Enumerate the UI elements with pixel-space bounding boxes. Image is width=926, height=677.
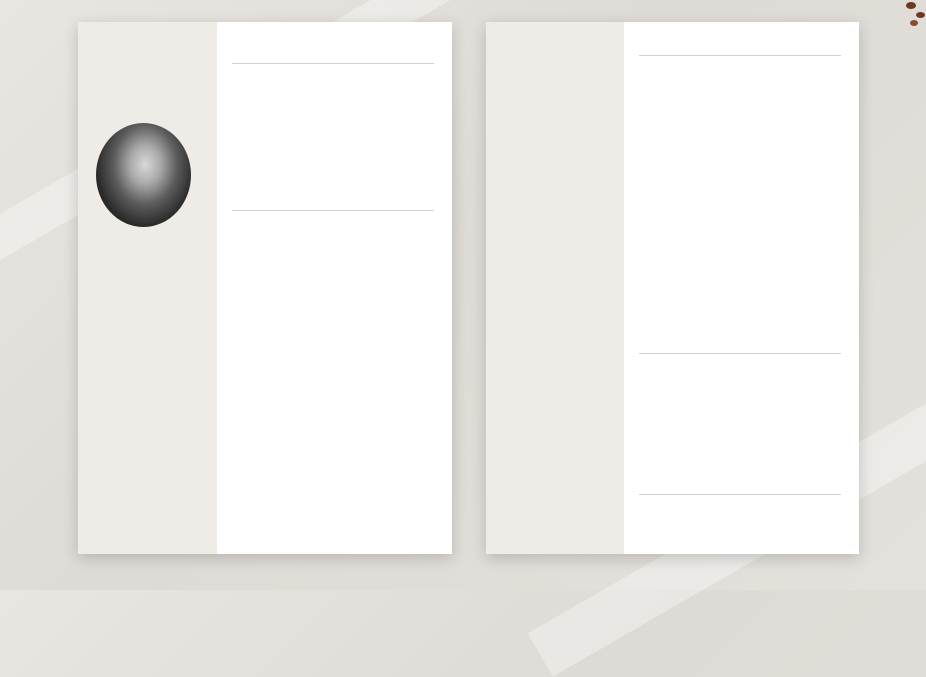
resume-page-2 xyxy=(486,22,859,554)
coffee-bean-decoration xyxy=(910,20,918,26)
coffee-bean-decoration xyxy=(916,12,925,18)
profile-photo xyxy=(96,123,191,227)
left-sidebar xyxy=(78,22,217,554)
divider xyxy=(639,353,841,354)
divider xyxy=(232,210,434,211)
divider xyxy=(639,494,841,495)
main-column-2 xyxy=(624,22,859,554)
divider xyxy=(232,63,434,64)
coffee-bean-decoration xyxy=(906,2,916,9)
left-sidebar-2 xyxy=(486,22,624,554)
resume-page-1 xyxy=(78,22,452,554)
main-column xyxy=(217,22,452,554)
divider xyxy=(639,55,841,56)
